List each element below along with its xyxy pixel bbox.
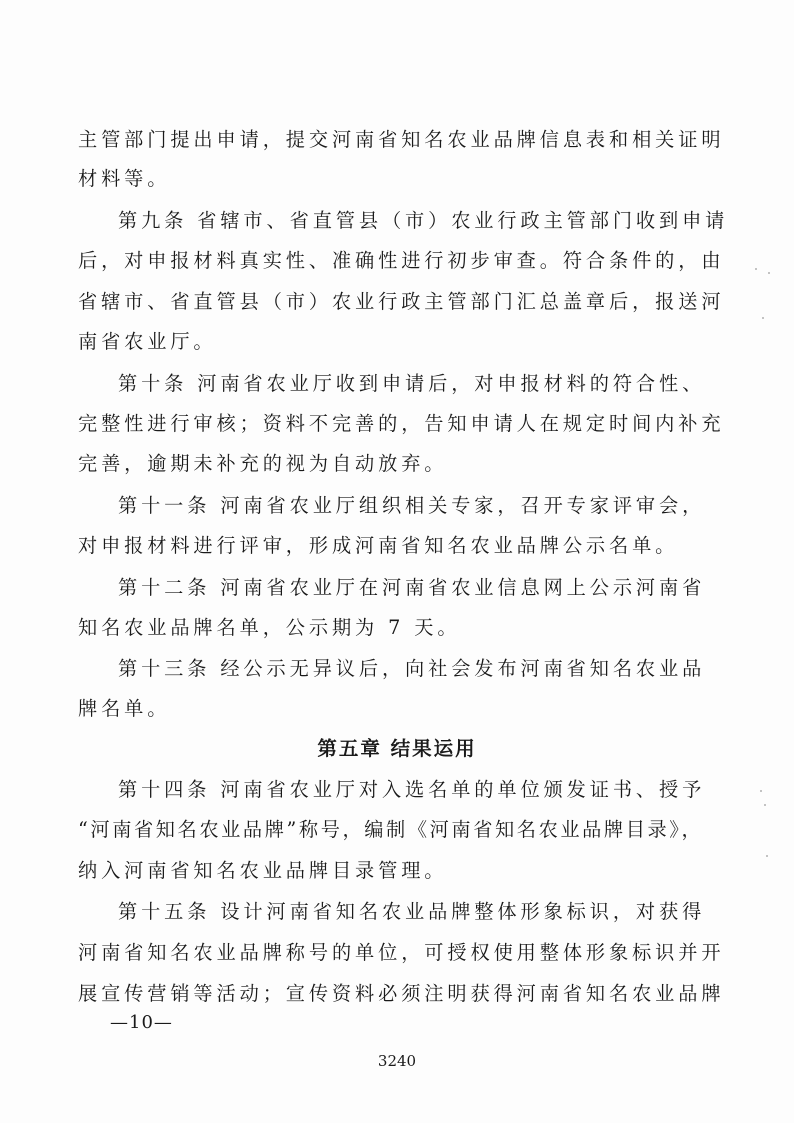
text-line: 完善，逾期未补充的视为自动放弃。 — [78, 452, 448, 475]
text-line: 南省农业厅。 — [78, 330, 217, 353]
article-10: 第十条 河南省农业厅收到申请后，对申报材料的符合性、 — [118, 372, 706, 395]
text-line: 主管部门提出申请，提交河南省知名农业品牌信息表和相关证明 — [78, 128, 725, 151]
scan-speck — [760, 790, 762, 792]
text-line: 展宣传营销等活动；宣传资料必须注明获得河南省知名农业品牌 — [78, 982, 725, 1005]
text-line: 后，对申报材料真实性、准确性进行初步审查。符合条件的，由 — [78, 249, 725, 272]
text-line: 河南省知名农业品牌称号的单位，可授权使用整体形象标识并开 — [78, 941, 725, 964]
article-9: 第九条 省辖市、省直管县（市）农业行政主管部门收到申请 — [118, 209, 729, 232]
scan-speck — [766, 855, 768, 857]
chapter-heading: 第五章 结果运用 — [317, 737, 477, 760]
page-number: —10— — [110, 1012, 173, 1033]
article-15: 第十五条 设计河南省知名农业品牌整体形象标识，对获得 — [118, 900, 706, 923]
text-line: 完整性进行审核；资料不完善的，告知申请人在规定时间内补充 — [78, 412, 725, 435]
scan-speck — [764, 804, 766, 806]
scan-speck — [768, 272, 770, 274]
text-line: 对申报材料进行评审，形成河南省知名农业品牌公示名单。 — [78, 534, 679, 557]
article-14: 第十四条 河南省农业厅对入选名单的单位颁发证书、授予 — [118, 778, 706, 801]
text-line: 牌名单。 — [78, 697, 171, 720]
article-12: 第十二条 河南省农业厅在河南省农业信息网上公示河南省 — [118, 576, 706, 599]
text-line: 纳入河南省知名农业品牌目录管理。 — [78, 859, 448, 882]
document-number: 3240 — [377, 1052, 417, 1070]
article-13: 第十三条 经公示无异议后，向社会发布河南省知名农业品 — [118, 657, 706, 680]
scan-speck — [762, 317, 764, 319]
text-line: 知名农业品牌名单，公示期为 7 天。 — [78, 616, 461, 639]
text-line: 省辖市、省直管县（市）农业行政主管部门汇总盖章后，报送河 — [78, 290, 725, 313]
text-line: “河南省知名农业品牌”称号，编制《河南省知名农业品牌目录》， — [78, 818, 704, 841]
article-11: 第十一条 河南省农业厅组织相关专家，召开专家评审会， — [118, 494, 706, 517]
text-line: 材料等。 — [78, 167, 171, 190]
scan-speck — [755, 268, 757, 270]
